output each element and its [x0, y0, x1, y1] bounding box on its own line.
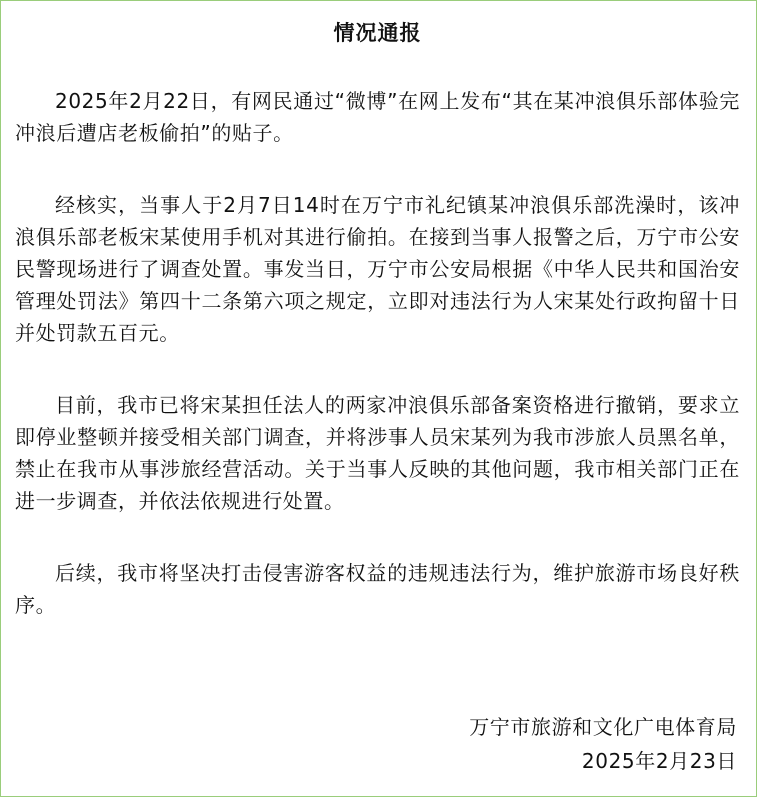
issuer-name: 万宁市旅游和文化广电体育局 — [469, 715, 737, 739]
paragraph-measures: 目前，我市已将宋某担任法人的两家冲浪俱乐部备案资格进行撤销，要求立即停业整顿并接受相关部门调查，并将涉事人员宋某列为我市涉旅人员黑名单，禁止在我市从事涉旅经营活动。关于当事人反映的其他问题，我市相关部门正在进一步调查，并依法依规进行处置。 — [15, 393, 740, 513]
notice-title: 情况通报 — [333, 21, 422, 45]
paragraph-followup: 后续，我市将坚决打击侵害游客权益的违规违法行为，维护旅游市场良好秩序。 — [15, 561, 740, 617]
signature-block — [469, 710, 737, 778]
paragraph-verification: 经核实，当事人于2月7日14时在万宁市礼纪镇某冲浪俱乐部洗澡时，该冲浪俱乐部老板宋某使用手机对其进行偷拍。在接到当事人报警之后，万宁市公安民警现场进行了调查处置。事发当日，万宁市公安局根据《中华人民共和国治安管理处罚法》第四十二条第六项之规定，立即对违法行为人宋某处行政拘留十日并处罚款五百元。 — [15, 193, 740, 345]
notice-document — [15, 0, 740, 621]
issue-date: 2025年2月23日 — [581, 749, 737, 773]
paragraph-report: 2025年2月22日，有网民通过“微博”在网上发布“其在某冲浪俱乐部体验完冲浪后遭店老板偷拍”的贴子。 — [15, 89, 740, 145]
